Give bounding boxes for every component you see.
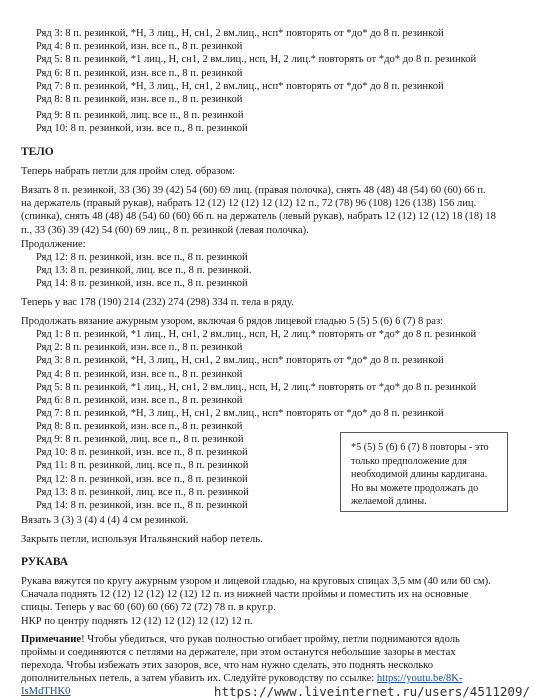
rib-line: Вязать 3 (3) 3 (4) 4 (4) 4 см резинкой.	[21, 515, 189, 526]
tutorial-link-cont[interactable]: IsMdTHK0	[21, 686, 71, 697]
pattern-row: Ряд 4: 8 п. резинкой, изн. все п., 8 п. резинкой	[36, 368, 243, 380]
remark-line-1	[21, 633, 460, 646]
pattern-row: Ряд 3: 8 п. резинкой, *Н, 3 лиц., Н, сн1, 2 вм.лиц., нсп* повторять от *до* до 8 п. резинкой	[36, 28, 444, 39]
pattern-row: Ряд 14: 8 п. резинкой, изн. все п., 8 п. резинкой	[36, 500, 248, 511]
remark-text: дополнительных петель, а затем убавить их. Следуйте руководству по ссылке:	[21, 673, 377, 684]
close-line: Закрыть петли, используя Итальянский набор петель.	[21, 534, 263, 545]
body-intro: Теперь набрать петли для пройм след. образом:	[21, 166, 236, 177]
pattern-row: Ряд 13: 8 п. резинкой, лиц. все п., 8 п. резинкой	[36, 486, 249, 498]
pattern-row: Ряд 1: 8 п. резинкой, *1 лиц., Н, сн1, 2 вм.лиц., нсп, Н, 2 лиц.* повторять от *до* до 8 п. резинкой	[36, 329, 477, 340]
body-line: Вязать 8 п. резинкой, 33 (36) 39 (42) 54 (60) 69 лиц. (правая полочка), снять 48 (48) 48 (54) 60 (60) 66 п.	[21, 185, 486, 196]
pattern-row: Ряд 6: 8 п. резинкой, изн. все п., 8 п. резинкой	[36, 395, 243, 406]
watermark: https://www.liveinternet.ru/users/4511209/	[213, 684, 530, 699]
pattern-row: Ряд 14: 8 п. резинкой, изн. все п., 8 п. резинкой	[36, 278, 248, 290]
pattern-row: Ряд 12: 8 п. резинкой, изн. все п., 8 п. резинкой	[36, 473, 248, 485]
remark-label: Примечание	[21, 634, 82, 645]
sleeve-line: спицы. Теперь у вас 60 (60) 60 (66) 72 (72) 78 п. в круг.р.	[21, 602, 276, 614]
note-line: *5 (5) 5 (6) 6 (7) 8 повторы - это	[351, 442, 489, 453]
note-line: необходимой длины кардигана.	[351, 469, 488, 480]
body-line: п., 33 (36) 39 (42) 54 (60) 69 лиц., 8 п. резинкой (левая полочка).	[21, 224, 309, 236]
section-heading-body: ТЕЛО	[21, 146, 54, 158]
pattern-row: Ряд 13: 8 п. резинкой, лиц. все п., 8 п. резинкой.	[36, 265, 252, 277]
stitch-total: Теперь у вас 178 (190) 214 (232) 274 (298) 334 п. тела в ряду.	[21, 297, 294, 308]
note-box	[340, 432, 508, 512]
pattern-row: Ряд 8: 8 п. резинкой, изн. все п., 8 п. резинкой	[36, 421, 243, 433]
pattern-row: Ряд 10: 8 п. резинкой, изн. все п., 8 п. резинкой	[36, 123, 248, 135]
pattern-row: Ряд 9: 8 п. резинкой, лиц. все п., 8 п. резинкой	[36, 434, 244, 445]
pattern-row: Ряд 10: 8 п. резинкой, изн. все п., 8 п. резинкой	[36, 447, 248, 459]
pattern-row: Ряд 7: 8 п. резинкой, *Н, 3 лиц., Н, сн1, 2 вм.лиц., нсп* повторять от *до* до 8 п. резинкой	[36, 408, 444, 420]
lace-intro: Продолжать вязание ажурным узором, включая 6 рядов лицевой гладью 5 (5) 5 (6) 6 (7) 8 раз:	[21, 316, 444, 327]
pattern-row: Ряд 7: 8 п. резинкой, *Н, 3 лиц., Н, сн1, 2 вм.лиц., нсп* повторять от *до* до 8 п. резинкой	[36, 80, 444, 92]
pattern-row: Ряд 8: 8 п. резинкой, изн. все п., 8 п. резинкой	[36, 94, 243, 105]
note-line: желаемой длины.	[351, 496, 427, 507]
sleeve-line: НКР по центру поднять 12 (12) 12 (12) 12 (12) 12 п.	[21, 615, 253, 627]
pattern-row: Ряд 2: 8 п. резинкой, изн. все п., 8 п. резинкой	[36, 342, 243, 354]
sleeve-line: Рукава вяжутся по кругу ажурным узором и лицевой гладью, на круговых спицах 3,5 мм (40 или 60 см).	[21, 576, 491, 587]
tutorial-link[interactable]: https://youtu.be/8K-	[376, 673, 463, 684]
pattern-row: Ряд 5: 8 п. резинкой, *1 лиц., Н, сн1, 2 вм.лиц., нсп, Н, 2 лиц.* повторять от *до* до 8 п. резинкой	[36, 381, 477, 393]
pattern-row: Ряд 6: 8 п. резинкой, изн. все п., 8 п. резинкой	[36, 67, 243, 79]
sleeve-line: Сначала поднять 12 (12) 12 (12) 12 (12) 12 п. из нижней части проймы и поместить их на основные	[21, 589, 469, 601]
pattern-row: Ряд 5: 8 п. резинкой, *1 лиц., Н, сн1, 2 вм.лиц., нсп, Н, 2 лиц.* повторять от *до* до 8 п. резинкой	[36, 54, 477, 66]
continuation-label: Продолжение:	[21, 239, 86, 250]
remark-line-3: перехода. Чтобы избежать этих зазоров, все, что нам нужно сделать, это поднять несколько	[21, 660, 434, 671]
section-heading-sleeves: РУКАВА	[21, 556, 69, 568]
remark-line-2: проймы и соединяются с петлями на держателе, при этом останутся небольшие зазоры в местах	[21, 647, 456, 658]
pattern-row: Ряд 3: 8 п. резинкой, *Н, 3 лиц., Н, сн1, 2 вм.лиц., нсп* повторять от *до* до 8 п. резинкой	[36, 355, 444, 367]
remark-text: ! Чтобы убедиться, что рукав полностью огибает пройму, петли поднимаются вдоль	[81, 634, 460, 645]
remark-line-5	[21, 685, 70, 698]
body-line: на держатель (правый рукав), набрать 12 (12) 12 (12) 12 (12) 12 п., 72 (78) 96 (108) 126 (138) 156 лиц.	[21, 198, 477, 210]
pattern-row: Ряд 12: 8 п. резинкой, изн. все п., 8 п. резинкой	[36, 252, 248, 263]
pattern-row: Ряд 4: 8 п. резинкой, изн. все п., 8 п. резинкой	[36, 41, 243, 53]
note-line: только предположение для	[351, 455, 467, 467]
note-line: Но вы можете продолжать до	[351, 482, 479, 494]
body-line: (спинка), снять 48 (48) 48 (54) 60 (60) 66 п. на держатель (левый рукав), набрать 12 (12) 12 (12) 18 (18) 18	[21, 211, 496, 223]
pattern-row: Ряд 11: 8 п. резинкой, лиц. все п., 8 п. резинкой	[36, 460, 249, 472]
pattern-row: Ряд 9: 8 п. резинкой, лиц. все п., 8 п. резинкой	[36, 110, 244, 121]
